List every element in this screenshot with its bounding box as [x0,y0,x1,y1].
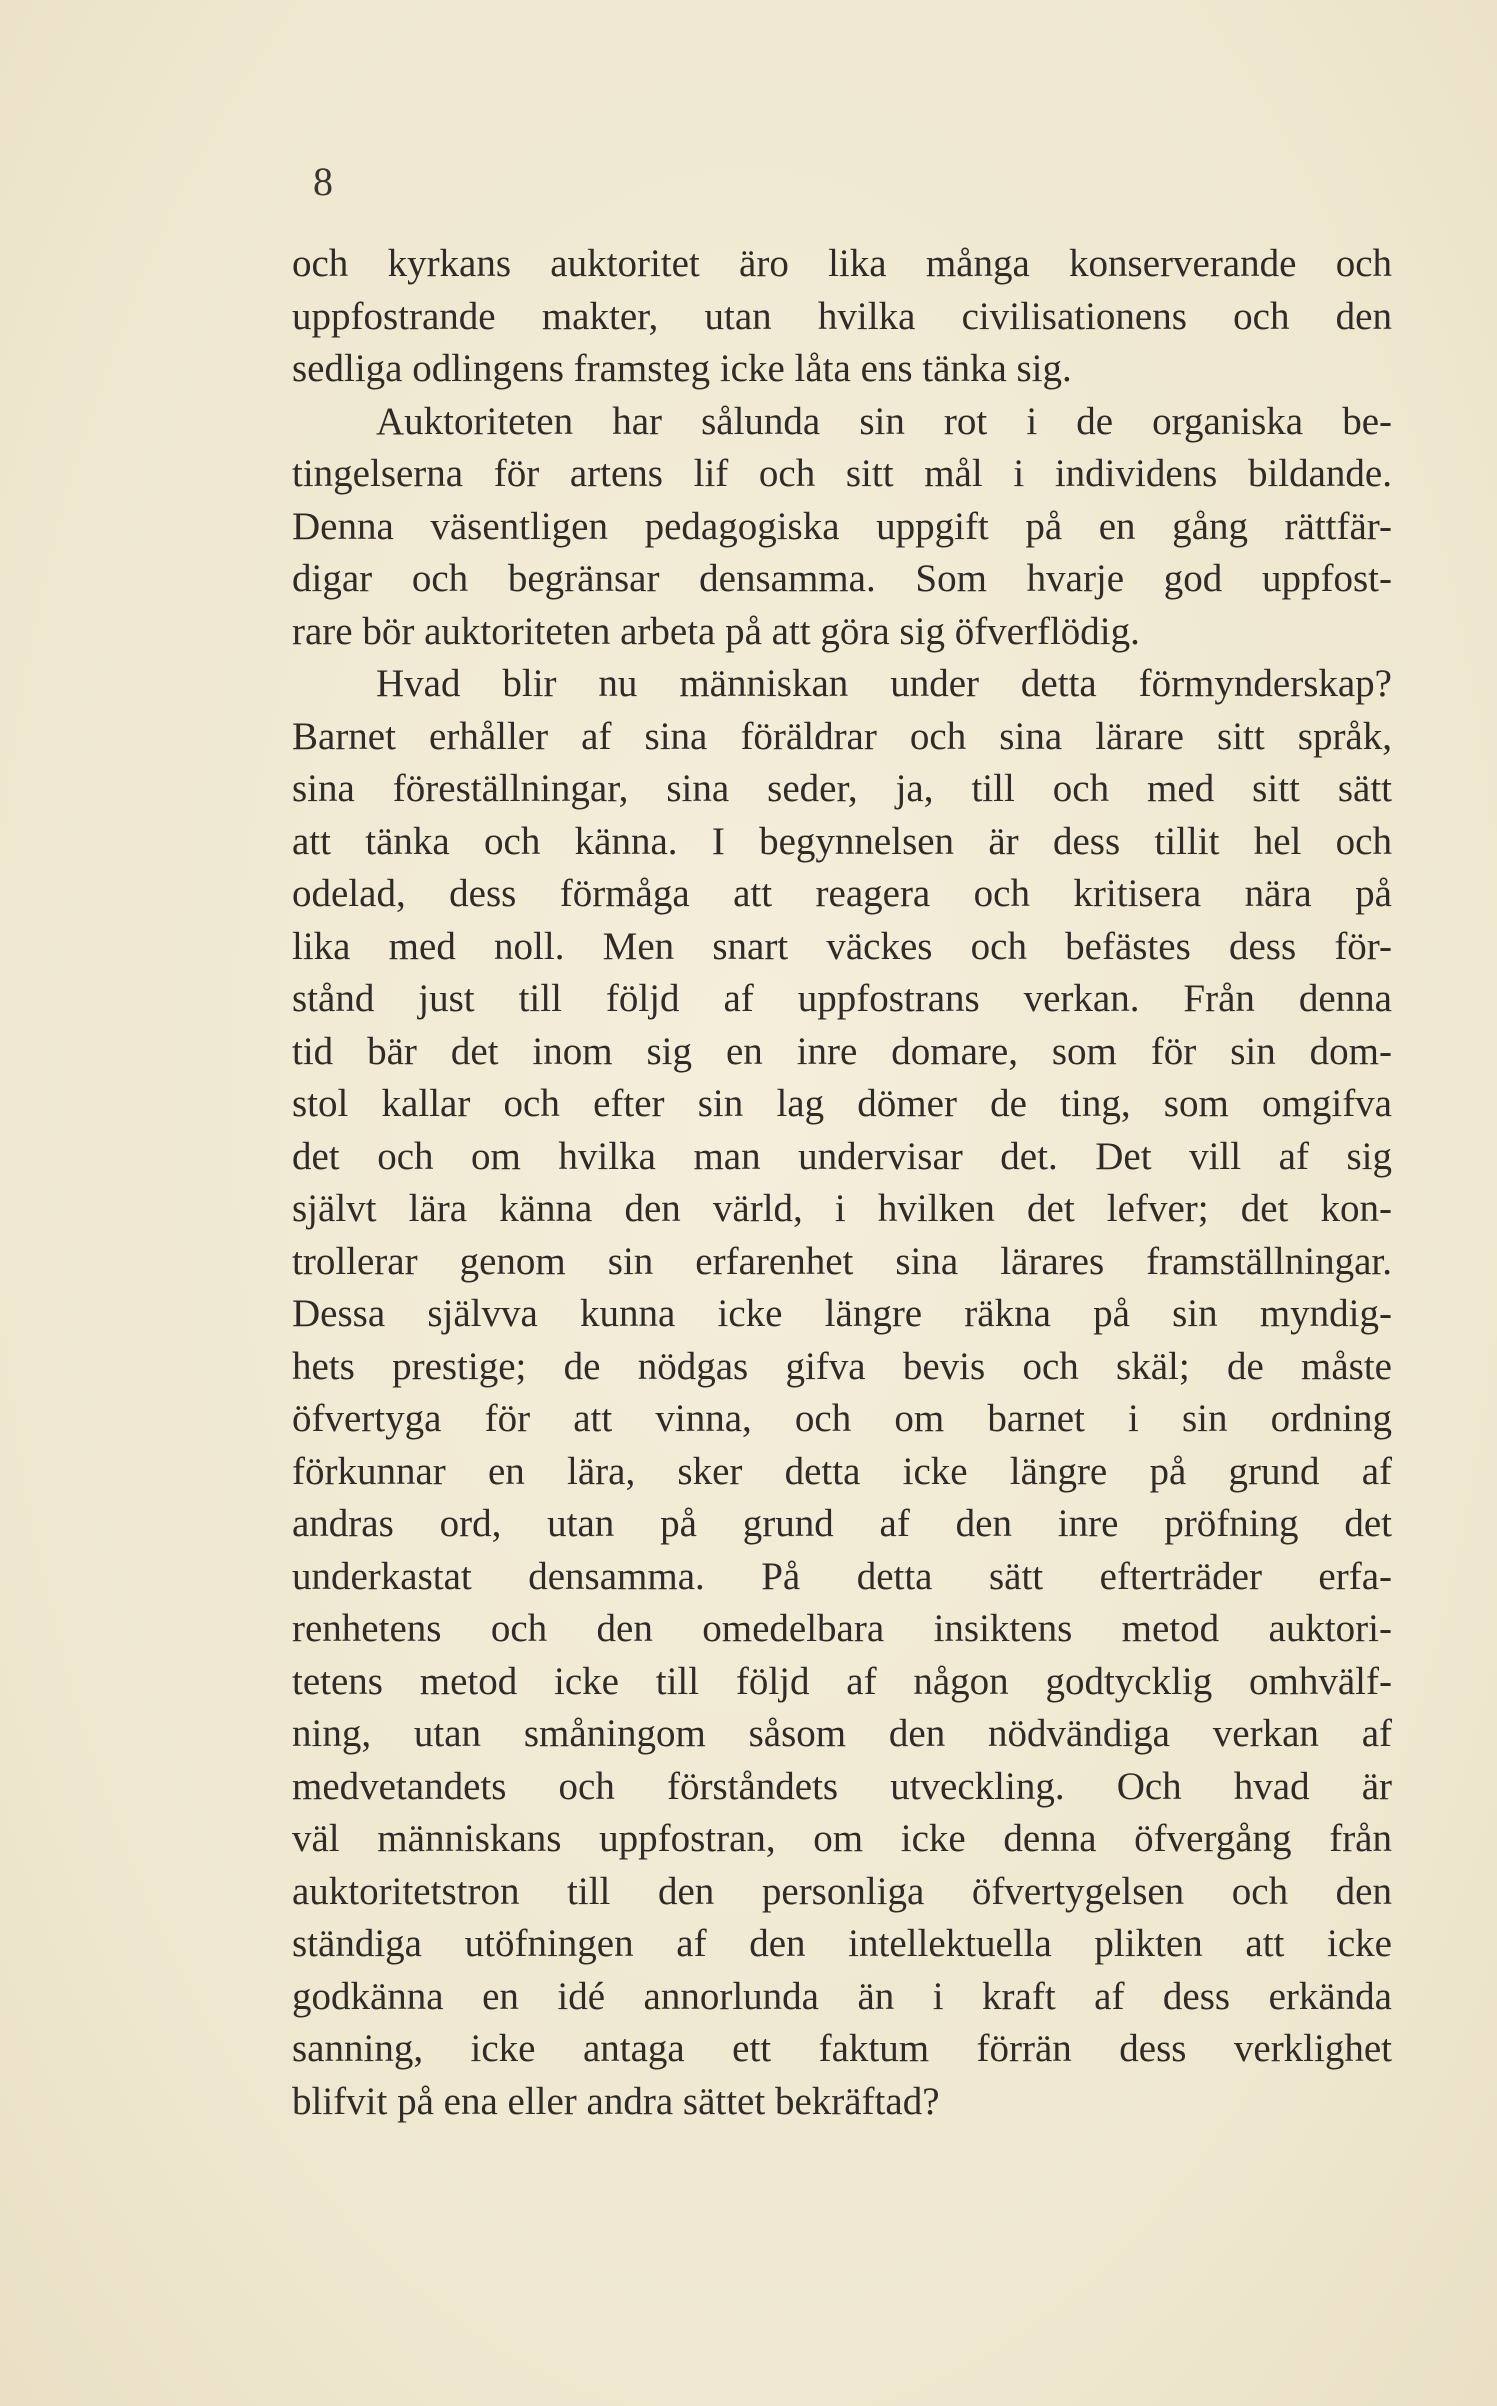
text-line: att tänka och känna. I begynnelsen är dess tillit hel och [292,819,1392,863]
text-line: tetens metod icke till följd af någon godtycklig omhvälf- [292,1659,1392,1703]
text-line: underkastat densamma. På detta sätt efterträder erfa- [292,1554,1392,1598]
text-line: blifvit på ena eller andra sättet bekräftad? [292,2079,940,2123]
text-line: godkänna en idé annorlunda än i kraft af dess erkända [292,1974,1392,2018]
text-line: öfvertyga för att vinna, och om barnet i sin ordning [292,1397,1392,1440]
text-line: auktoritetstron till den personliga öfvertygelsen och den [292,1869,1392,1913]
text-line: förkunnar en lära, sker detta icke längre på grund af [292,1449,1392,1493]
text-line: tid bär det inom sig en inre domare, som för sin dom- [292,1029,1392,1073]
body-text [292,238,1402,2128]
text-line: renhetens och den omedelbara insiktens metod auktori- [292,1607,1392,1650]
text-line: Dessa självva kunna icke längre räkna på sin myndig- [292,1292,1392,1335]
page-number: 8 [313,159,333,204]
text-line: stånd just till följd af uppfostrans verkan. Från denna [292,977,1392,1020]
text-line: digar och begränsar densamma. Som hvarje god uppfost- [292,557,1392,600]
text-line: tingelserna för artens lif och sitt mål i individens bildande. [292,452,1392,495]
text-line: rare bör auktoriteten arbeta på att göra sig öfverflödig. [292,609,1140,653]
text-line: det och om hvilka man undervisar det. Det vill af sig [292,1134,1392,1178]
text-line: lika med noll. Men snart väckes och befästes dess för- [292,924,1392,968]
text-line: stol kallar och efter sin lag dömer de ting, som omgifva [292,1082,1392,1125]
text-line: Denna väsentligen pedagogiska uppgift på en gång rättfär- [292,504,1392,548]
text-line: väl människans uppfostran, om icke denna öfvergång från [292,1817,1392,1860]
text-line: självt lära känna den värld, i hvilken det lefver; det kon- [292,1187,1392,1230]
text-line: ständiga utöfningen af den intellektuella plikten att icke [292,1922,1392,1965]
text-line: Barnet erhåller af sina föräldrar och sina lärare sitt språk, [292,714,1392,758]
text-line: uppfostrande makter, utan hvilka civilisationens och den [292,294,1392,338]
text-line: sedliga odlingens framsteg icke låta ens tänka sig. [292,347,1072,390]
text-line: andras ord, utan på grund af den inre pröfning det [292,1502,1392,1545]
text-line: medvetandets och förståndets utveckling. Och hvad är [292,1764,1392,1808]
text-line: hets prestige; de nödgas gifva bevis och skäl; de måste [292,1344,1392,1388]
text-line: Auktoriteten har sålunda sin rot i de organiska be- [376,399,1392,443]
text-line: sina föreställningar, sina seder, ja, till och med sitt sätt [292,767,1392,810]
text-line: sanning, icke antaga ett faktum förrän dess verklighet [292,2027,1392,2070]
text-line: trollerar genom sin erfarenhet sina lärares framställningar. [292,1239,1392,1283]
text-line: och kyrkans auktoritet äro lika många konserverande och [292,242,1392,285]
text-line: odelad, dess förmåga att reagera och kritisera nära på [292,872,1392,915]
text-line: Hvad blir nu människan under detta förmynderskap? [376,662,1392,705]
text-line: ning, utan småningom såsom den nödvändiga verkan af [292,1712,1392,1755]
